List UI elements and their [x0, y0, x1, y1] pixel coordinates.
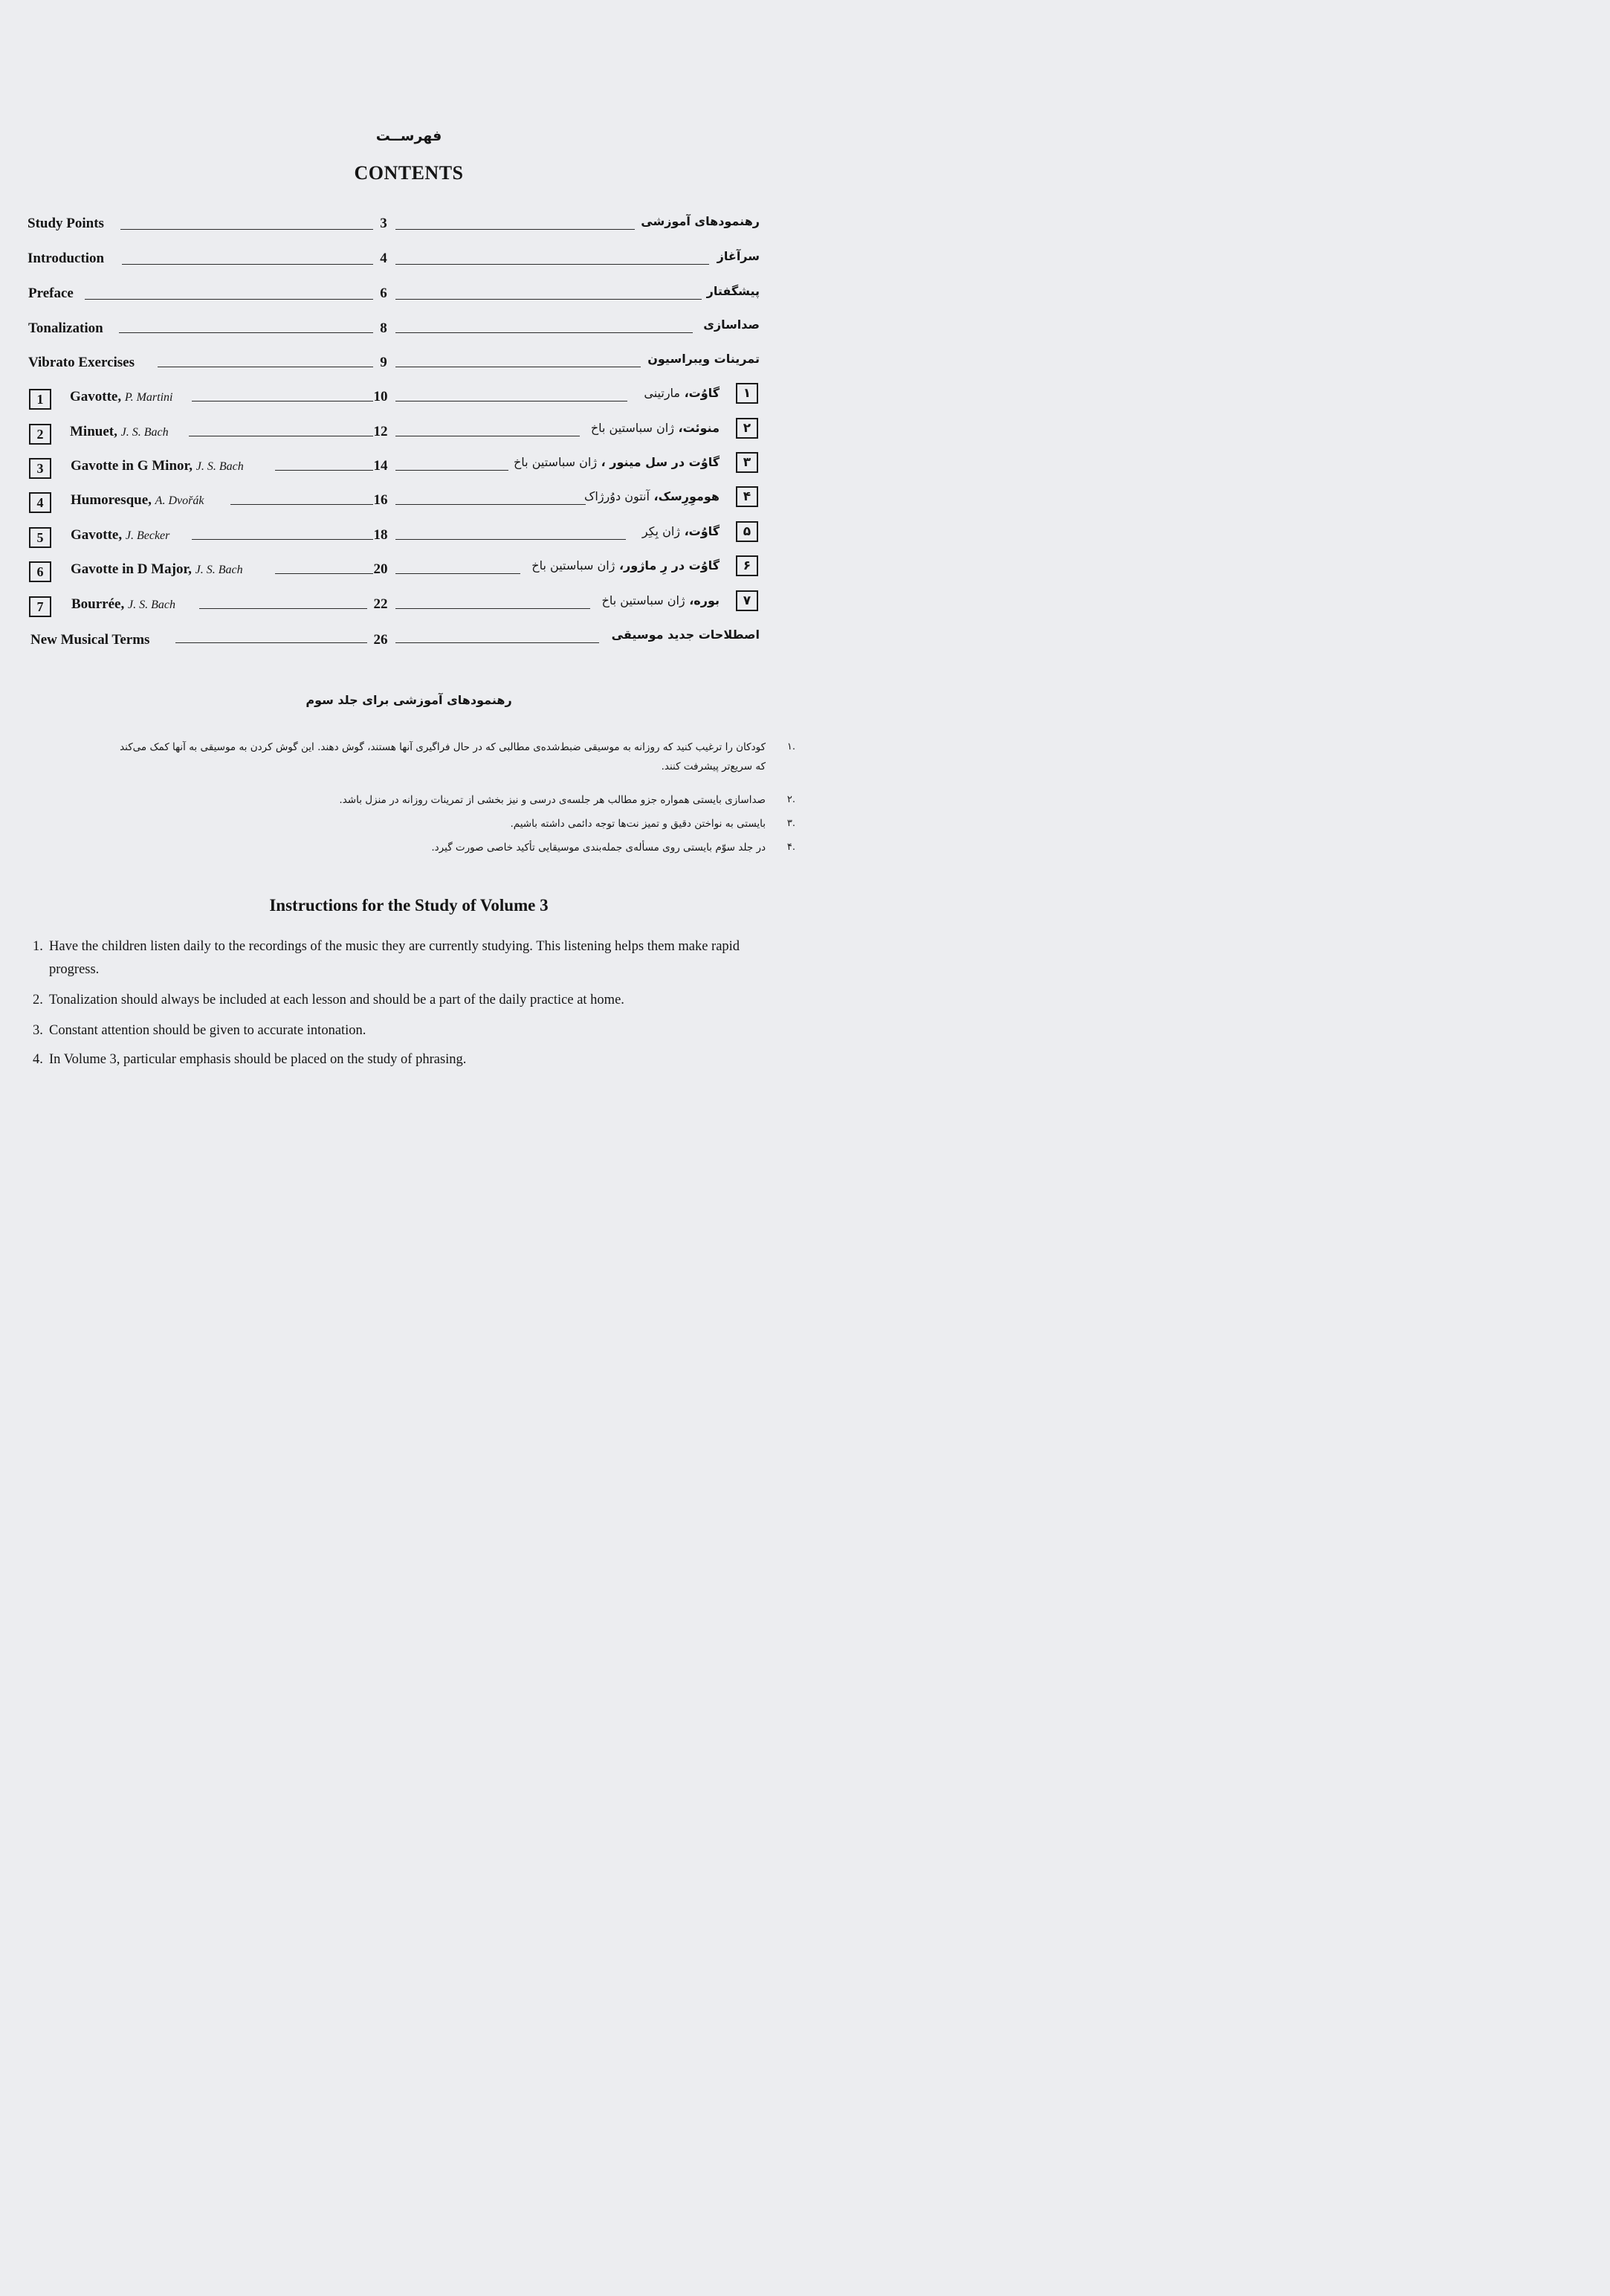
leader-line: [395, 539, 626, 540]
instruction-item: [33, 1048, 769, 1071]
composer-name-fa: ژان سباستین باخ: [531, 558, 615, 573]
toc-page-number: 16: [373, 492, 388, 508]
toc-row: [0, 286, 818, 315]
instruction-item-fa: [339, 790, 795, 810]
toc-row: [0, 491, 818, 520]
toc-page-number: 12: [373, 424, 388, 439]
toc-row: [0, 387, 818, 417]
instruction-number-fa: .۴: [786, 842, 795, 853]
instruction-item-fa: [30, 738, 795, 776]
toc-row: [0, 251, 818, 280]
toc-entry-title: Gavotte in G Minor, J. S. Bach: [71, 458, 244, 474]
composer-name-fa: ژان سباستین باخ: [601, 593, 685, 607]
instruction-item: [33, 989, 769, 1012]
composer-name-fa: ژان بِکِر: [641, 524, 680, 538]
instruction-number-fa: .۱: [786, 741, 795, 752]
composer-name: J. S. Bach: [195, 564, 243, 576]
toc-entry-title-fa: پیشگفتار: [706, 284, 760, 298]
piece-number-box-fa: ۷: [736, 590, 758, 611]
toc-row: [0, 595, 818, 625]
toc-page-number: 20: [373, 561, 388, 577]
leader-line: [395, 504, 586, 505]
leader-line: [192, 401, 373, 402]
toc-entry-title-fa: صداسازی: [703, 317, 760, 332]
instructions-title-fa: رهنمودهای آموزشی برای جلد سوم: [305, 693, 512, 707]
toc-page-number: 18: [373, 527, 388, 543]
toc-entry-title-fa: گاوُت، ژان بِکِر: [641, 524, 720, 538]
leader-line: [119, 332, 373, 333]
piece-number-box: 5: [29, 527, 51, 548]
toc-page-number: 14: [373, 458, 388, 474]
instructions-title: Instructions for the Study of Volume 3: [269, 896, 549, 915]
leader-line: [120, 229, 373, 230]
toc-entry-title-fa: بوره، ژان سباستین باخ: [601, 593, 720, 607]
toc-page-number: 4: [380, 251, 387, 266]
toc-entry-title-fa: هوموِرِسک، آنتون دوُرژاک: [584, 489, 720, 503]
composer-name: J. S. Bach: [195, 460, 244, 473]
instruction-text: Constant attention should be given to accurate intonation.: [49, 1023, 366, 1038]
toc-entry-title: Vibrato Exercises: [28, 355, 135, 370]
toc-page-number: 3: [380, 216, 387, 231]
leader-line: [395, 299, 702, 300]
piece-number-box: 2: [29, 424, 51, 445]
leader-line: [395, 332, 693, 333]
document-page: [0, 0, 818, 1166]
instruction-line-fa: صداسازی بایستی همواره جزو مطالب هر جلسه‌ی درسی و نیز بخشی از تمرینات روزانه در منزل باشد.: [339, 794, 766, 806]
leader-line: [275, 470, 373, 471]
toc-row: [0, 422, 818, 452]
toc-row: [0, 352, 818, 384]
composer-name-fa: آنتون دوُرژاک: [584, 489, 650, 503]
toc-entry-title: Gavotte, P. Martini: [70, 389, 173, 404]
composer-name: A. Dvořák: [155, 494, 204, 507]
toc-row: [0, 560, 818, 590]
instruction-number: 1.: [33, 939, 43, 954]
composer-name: P. Martini: [124, 391, 173, 404]
leader-line: [395, 608, 590, 609]
leader-line: [230, 504, 373, 505]
leader-line: [395, 264, 709, 265]
piece-number-box-fa: ۱: [736, 383, 758, 404]
instruction-text: Have the children listen daily to the recordings of the music they are currently studying. This listening helps them make rapid progress.: [49, 939, 740, 977]
toc-entry-title: Study Points: [28, 216, 104, 231]
piece-number-box-fa: ۵: [736, 521, 758, 542]
piece-number-box-fa: ۶: [736, 555, 758, 576]
leader-line: [395, 573, 520, 574]
toc-entry-title-fa: منوئت، ژان سباستین باخ: [590, 421, 720, 435]
toc-entry-title-fa: اصطلاحات جدید موسیقی: [611, 628, 760, 642]
toc-entry-title-fa: تمرینات ویبراسیون: [647, 352, 760, 366]
leader-line: [192, 539, 373, 540]
toc-row: [0, 628, 818, 660]
leader-line: [275, 573, 373, 574]
instruction-item-fa: [510, 814, 795, 833]
leader-line: [395, 229, 635, 230]
toc-entry-title: Gavotte in D Major, J. S. Bach: [71, 561, 243, 577]
toc-row: [0, 526, 818, 555]
instruction-text: In Volume 3, particular emphasis should be placed on the study of phrasing.: [49, 1052, 467, 1067]
toc-entry-title: Minuet, J. S. Bach: [70, 424, 169, 439]
instruction-item: [33, 935, 769, 981]
toc-entry-title-fa: گاوُت در رِ ماژور، ژان سباستین باخ: [531, 558, 720, 573]
piece-number-box: 6: [29, 561, 51, 582]
composer-name: J. S. Bach: [127, 599, 175, 611]
instruction-number-fa: .۳: [786, 818, 795, 829]
instruction-number: 4.: [33, 1052, 43, 1067]
toc-entry-title: Bourrée, J. S. Bach: [71, 596, 175, 612]
toc-page-number: 26: [373, 632, 388, 648]
toc-page-number: 9: [380, 355, 387, 370]
piece-number-box: 1: [29, 389, 51, 410]
toc-entry-title: Tonalization: [28, 320, 103, 336]
leader-line: [122, 264, 373, 265]
leader-line: [175, 642, 367, 643]
piece-number-box: 7: [29, 596, 51, 617]
composer-name-fa: ژان سباستین باخ: [513, 455, 598, 469]
instruction-item-fa: [431, 838, 795, 857]
toc-entry-title: New Musical Terms: [30, 632, 150, 648]
instruction-number: 3.: [33, 1023, 43, 1038]
leader-line: [395, 470, 508, 471]
toc-row: [0, 216, 818, 245]
toc-entry-title: Humoresque, A. Dvořák: [71, 492, 204, 508]
leader-line: [85, 299, 373, 300]
toc-row: [0, 317, 818, 350]
composer-name-fa: مارتینی: [644, 386, 680, 400]
instruction-line-fa: که سریع‌تر پیشرفت کنند.: [661, 761, 766, 773]
instruction-number: 2.: [33, 993, 43, 1007]
piece-number-box-fa: ۳: [736, 452, 758, 473]
toc-page-number: 8: [380, 320, 387, 336]
instruction-line-fa: در جلد سوّم بایستی روی مسأله‌ی جمله‌بندی موسیقایی تأکید خاصی صورت گیرد.: [431, 842, 766, 854]
instruction-item: [33, 1019, 769, 1042]
toc-entry-title-fa: گاوُت در سل مینور ، ژان سباستین باخ: [513, 455, 720, 469]
composer-name: J. Becker: [125, 529, 170, 542]
toc-row: [0, 457, 818, 486]
toc-entry-title: Gavotte, J. Becker: [71, 527, 170, 543]
composer-name: J. S. Bach: [120, 426, 169, 439]
contents-title-fa: فهرســت: [375, 128, 442, 144]
toc-entry-title-fa: سرآغاز: [717, 249, 760, 263]
leader-line: [395, 642, 599, 643]
instruction-line-fa: بایستی به نواختن دقیق و تمیز نت‌ها توجه دائمی داشته باشیم.: [510, 818, 766, 830]
piece-number-box-fa: ۴: [736, 486, 758, 507]
leader-line: [395, 401, 627, 402]
toc-entry-title-fa: گاوُت، مارتینی: [644, 386, 720, 400]
composer-name-fa: ژان سباستین باخ: [590, 421, 674, 435]
instruction-line-fa: کودکان را ترغیب کنید که روزانه به موسیقی ضبط‌شده‌ی مطالبی که در حال فراگیری آنها هستند، گوش دهند. این گوش کردن به موسیقی به آنها کمک می‌کند: [120, 741, 766, 753]
toc-page-number: 6: [380, 286, 387, 301]
piece-number-box: 3: [29, 458, 51, 479]
piece-number-box-fa: ۲: [736, 418, 758, 439]
toc-page-number: 10: [373, 389, 388, 404]
toc-entry-title: Preface: [28, 286, 74, 301]
instruction-number-fa: .۲: [786, 794, 795, 805]
instruction-text: Tonalization should always be included at each lesson and should be a part of the daily practice at home.: [49, 993, 624, 1007]
leader-line: [199, 608, 367, 609]
toc-entry-title: Introduction: [28, 251, 105, 266]
contents-title: CONTENTS: [354, 162, 464, 184]
toc-page-number: 22: [373, 596, 388, 612]
toc-entry-title-fa: رهنمودهای آموزشی: [641, 214, 760, 228]
piece-number-box: 4: [29, 492, 51, 513]
